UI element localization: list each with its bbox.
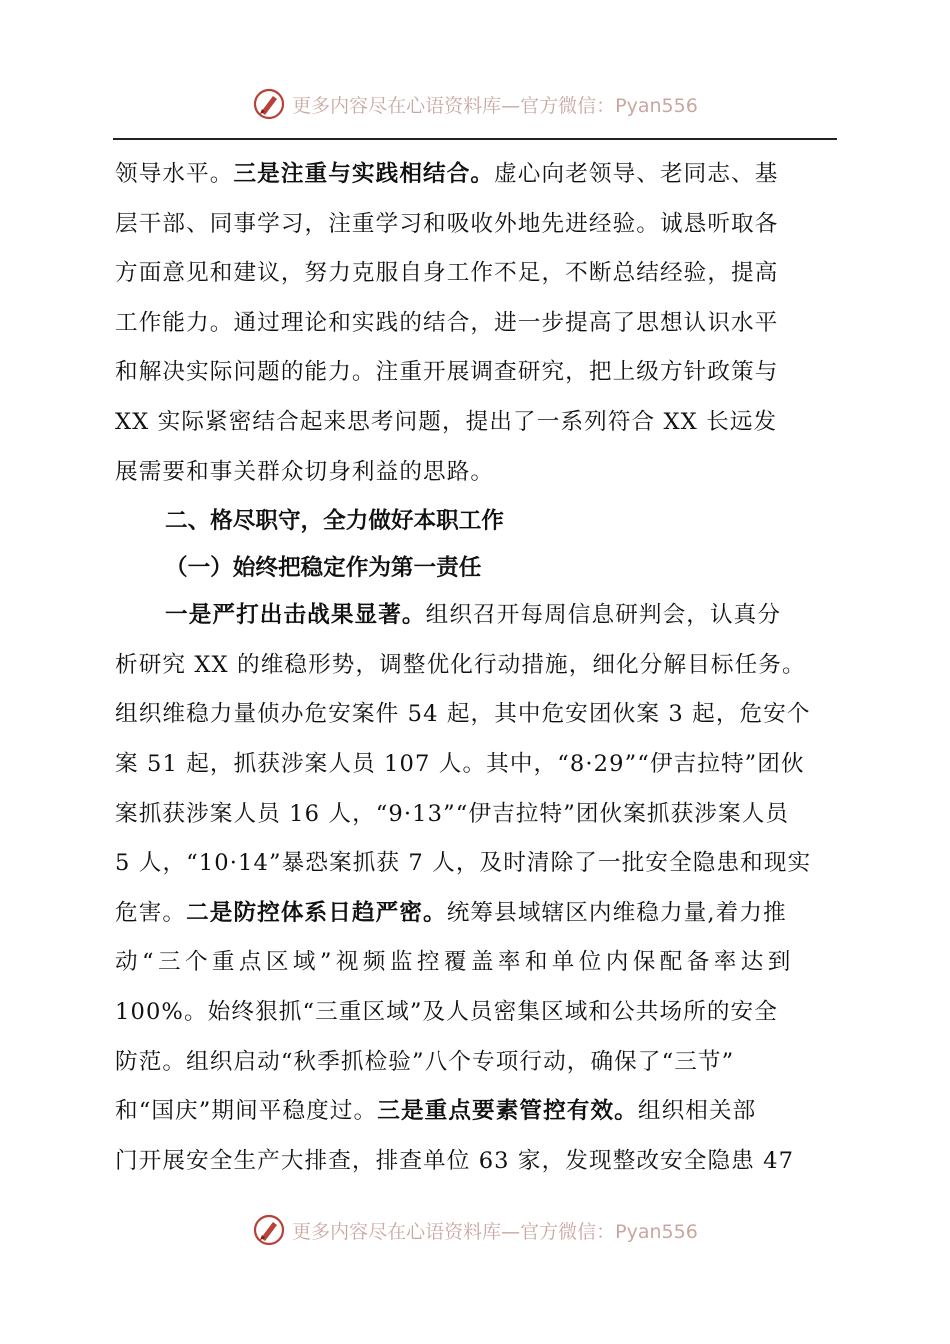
bold-text-run: 二是防控体系日趋严密。	[186, 899, 447, 926]
paragraph-line	[115, 889, 837, 939]
bold-text-run: 三是注重与实践相结合。	[233, 161, 495, 187]
paragraph-line: 组织维稳力量侦办危安案件 54 起，其中危安团伙案 3 起，危安个	[115, 701, 811, 728]
text-run: 组织相关部	[637, 1098, 757, 1125]
pen-circle-logo-icon	[252, 87, 286, 121]
paragraph-line	[115, 150, 837, 200]
paragraph-line: 门开展安全生产大排查，排查单位 63 家，发现整改安全隐患 47	[115, 1147, 795, 1174]
bold-text-run: 三是重点要素管控有效。	[377, 1098, 638, 1125]
paragraph-line: 和解决实际问题的能力。注重开展调查研究，把上级方针政策与	[115, 359, 779, 386]
header-watermark	[0, 84, 950, 124]
watermark-text: 更多内容尽在心语资料库—官方微信：Pyan556	[292, 1220, 698, 1243]
bold-text-run: 一是严打出击战果显著。	[165, 602, 426, 629]
text-run: 危害。	[115, 899, 187, 926]
text-run: 和“国庆”期间平稳度过。	[115, 1098, 378, 1125]
footer-watermark	[0, 1210, 950, 1250]
text-run: 领导水平。	[115, 161, 234, 187]
text-run: 组织召开每周信息研判会，认真分	[425, 602, 782, 629]
paragraph-line: 工作能力。通过理论和实践的结合，进一步提高了思想认识水平	[115, 309, 779, 336]
watermark-text: 更多内容尽在心语资料库—官方微信：Pyan556	[292, 94, 698, 117]
pen-circle-logo-icon	[252, 1213, 286, 1247]
document-body	[115, 150, 837, 1186]
text-run: 统筹县域辖区内维稳力量,着力推	[446, 899, 787, 926]
paragraph-line: 展需要和事关群众切身利益的思路。	[115, 458, 495, 485]
header-divider	[113, 138, 837, 140]
text-run: 虚心向老领导、老同志、基	[494, 161, 779, 187]
paragraph-line	[115, 591, 837, 641]
paragraph-line: 动“三个重点区域”视频监控覆盖率和单位内保配备率达到	[115, 949, 795, 976]
paragraph-line: 方面意见和建议，努力克服自身工作不足，不断总结经验，提高	[115, 260, 779, 287]
paragraph-line: 防范。组织启动“秋季抓检验”八个专项行动，确保了“三节”	[115, 1048, 735, 1075]
paragraph-line: 100%。始终狠抓“三重区域”及人员密集区域和公共场所的安全	[115, 998, 778, 1025]
paragraph-line: 层干部、同事学习，注重学习和吸收外地先进经验。诚恳听取各	[115, 210, 779, 237]
paragraph-line	[115, 1087, 837, 1137]
paragraph-line: XX 实际紧密结合起来思考问题，提出了一系列符合 XX 长远发	[115, 408, 778, 435]
subsection-heading: （一）始终把稳定作为第一责任	[165, 555, 482, 582]
paragraph-line: 案 51 起，抓获涉案人员 107 人。其中，“8·29”“伊吉拉特”团伙	[115, 750, 805, 777]
section-heading: 二、格尽职守，全力做好本职工作	[165, 508, 504, 535]
paragraph-line: 析研究 XX 的维稳形势，调整优化行动措施，细化分解目标任务。	[115, 651, 806, 678]
paragraph-line: 5 人，“10·14”暴恐案抓获 7 人，及时清除了一批安全隐患和现实	[115, 850, 812, 877]
paragraph-line: 案抓获涉案人员 16 人，“9·13”“伊吉拉特”团伙案抓获涉案人员	[115, 800, 790, 827]
